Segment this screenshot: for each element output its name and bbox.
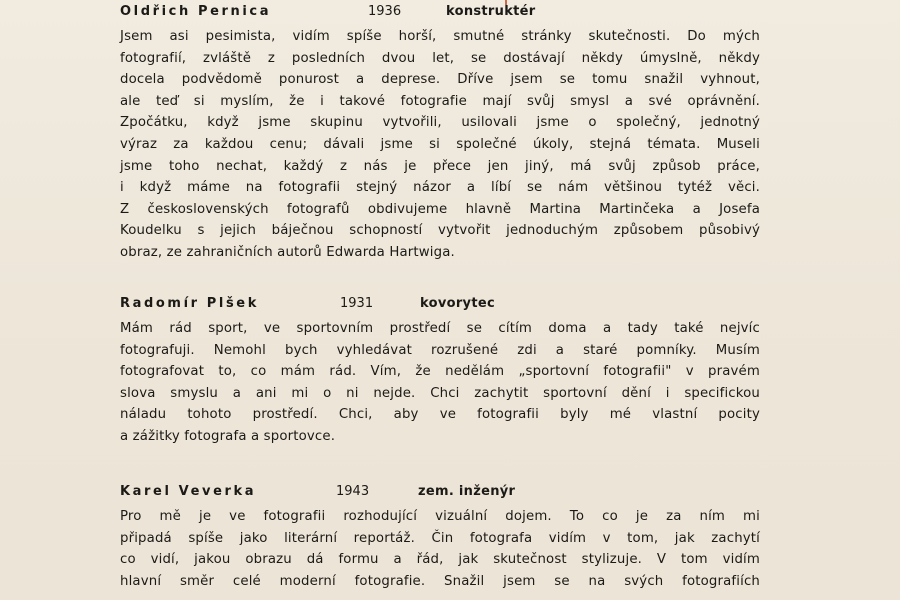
- text-line: jsme toho nechat, každý z nás je přece jen jiný, má svůj způsob práce,: [120, 158, 760, 174]
- occupation: konstruktér: [446, 4, 536, 19]
- text-line: i když máme na fotografii stejný názor a líbí se nám většinou tytéž věci.: [120, 180, 760, 196]
- statement-text: [120, 26, 760, 264]
- text-line: Zpočátku, když jsme skupinu vytvořili, usilovali jsme o společný, jednotný: [120, 115, 760, 131]
- entry-header: [120, 4, 760, 26]
- text-line: obraz, ze zahraničních autorů Edwarda Hartwiga.: [120, 244, 455, 260]
- text-line: fotografií, zvláště z posledních dvou let, se dostávají někdy úmyslně, někdy: [120, 50, 760, 66]
- occupation: zem. inženýr: [418, 484, 516, 499]
- birth-year: 1931: [340, 296, 374, 311]
- statement-text: [120, 318, 760, 448]
- entry-karel-veverka: [120, 484, 760, 592]
- text-line: připadá spíše jako literární reportáž. Čin fotografa vidím v tom, jak zachytí: [120, 530, 760, 546]
- entry-oldrich-pernica: [120, 4, 760, 264]
- text-line: Mám rád sport, ve sportovním prostředí se cítím doma a tady také nejvíc: [120, 321, 760, 336]
- text-line: co vidí, jakou obrazu dá formu a řád, jak skutečnost stylizuje. V tom vidím: [120, 552, 760, 568]
- text-line: docela podvědomě ponurost a deprese. Dříve jsem se tomu snažil vyhnout,: [120, 72, 760, 88]
- text-line: slova smyslu a ani mi o ni nejde. Chci zachytit sportovní dění i specifickou: [120, 385, 760, 401]
- text-line: náladu tohoto prostředí. Chci, aby ve fotografii byly mé vlastní pocity: [120, 407, 760, 423]
- occupation: kovorytec: [420, 296, 495, 311]
- text-line: výraz za každou cenu; dávali jsme si společné úkoly, stejná témata. Museli: [120, 136, 760, 152]
- text-line: fotografovat to, co mám rád. Vím, že nedělám „sportovní fotografii" v pravém: [120, 364, 760, 380]
- entry-header: [120, 296, 760, 318]
- birth-year: 1943: [336, 484, 370, 499]
- text-line: hlavní směr celé moderní fotografie. Snažil jsem se na svých fotografiích: [120, 573, 760, 589]
- author-name: Karel Veverka: [120, 484, 257, 499]
- entry-header: [120, 484, 760, 506]
- text-line: Pro mě je ve fotografii rozhodující vizuální dojem. To co je za ním mi: [120, 509, 760, 524]
- entry-radomir-plsek: [120, 296, 760, 448]
- text-line: ale teď si myslím, že i takové fotografie mají svůj smysl a své oprávnění.: [120, 93, 760, 109]
- birth-year: 1936: [368, 4, 402, 19]
- author-name: Radomír Plšek: [120, 296, 259, 311]
- text-line: Jsem asi pesimista, vidím spíše horší, smutné stránky skutečnosti. Do mých: [120, 29, 760, 44]
- text-line: Z československých fotografů obdivujeme hlavně Martina Martinčeka a Josefa: [120, 201, 760, 217]
- statement-text: [120, 506, 760, 592]
- author-name: Oldřich Pernica: [120, 4, 272, 19]
- text-line: fotografuji. Nemohl bych vyhledávat rozrušené zdi a staré pomníky. Musím: [120, 342, 760, 358]
- text-line: Koudelku s jejich báječnou schopností vytvořit jednoduchým způsobem působivý: [120, 223, 760, 239]
- text-line: a zážitky fotografa a sportovce.: [120, 428, 336, 444]
